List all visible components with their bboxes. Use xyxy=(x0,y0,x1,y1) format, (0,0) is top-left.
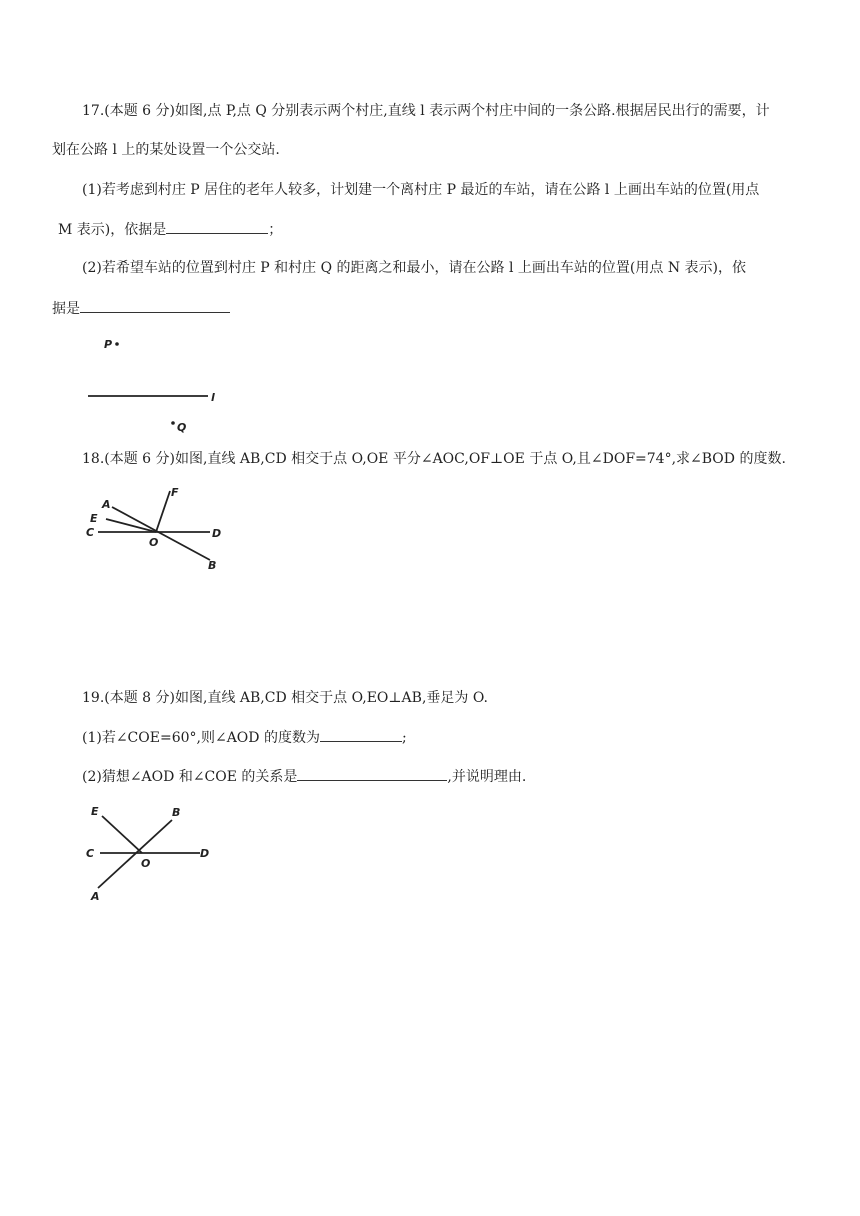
label-e: E xyxy=(90,512,98,525)
point-p xyxy=(115,342,119,346)
q17-part2-line2 xyxy=(52,298,230,319)
label-d: D xyxy=(200,847,210,860)
q19-stem: 19.(本题 8 分)如图,直线 AB,CD 相交于点 O,EO⊥AB,垂足为 O. xyxy=(82,690,488,706)
q19-part1-answer-blank[interactable] xyxy=(320,727,402,742)
q17-part2-answer-blank[interactable] xyxy=(80,298,230,313)
q17-part1-suffix: ； xyxy=(268,222,283,238)
q19-part2-answer-blank[interactable] xyxy=(297,766,447,781)
q17-part1-answer-blank[interactable] xyxy=(166,219,268,234)
label-e: E xyxy=(91,805,99,818)
ray-oe xyxy=(102,816,142,853)
q17-stem-line2: 划在公路 l 上的某处设置一个公交站. xyxy=(52,142,280,158)
label-p: P xyxy=(104,338,113,351)
point-q xyxy=(171,421,175,425)
q18-figure xyxy=(80,480,240,575)
q19-part1 xyxy=(82,727,407,748)
label-a: A xyxy=(91,890,100,903)
label-c: C xyxy=(86,526,95,539)
label-q: Q xyxy=(177,421,187,434)
q17-part2-prefix: 据是 xyxy=(52,301,80,317)
ray-of xyxy=(156,491,170,532)
ray-oe xyxy=(106,519,156,532)
q17-part1-line1: (1)若考虑到村庄 P 居住的老年人较多，计划建一个离村庄 P 最近的车站，请在公路 l 上画出车站的位置(用点 xyxy=(82,182,760,198)
q19-part1-suffix: ; xyxy=(401,730,407,746)
label-c: C xyxy=(86,847,95,860)
label-o: O xyxy=(141,857,151,870)
q19-figure xyxy=(80,798,240,903)
q17-part2-line1: (2)若希望车站的位置到村庄 P 和村庄 Q 的距离之和最小，请在公路 l 上画出车站的位置(用点 N 表示)，依 xyxy=(82,260,746,276)
label-d: D xyxy=(212,527,222,540)
q17-part1-line2 xyxy=(58,219,282,240)
q19-part1-prefix: (1)若∠COE=60°,则∠AOD 的度数为 xyxy=(82,730,320,746)
label-a: A xyxy=(102,498,111,511)
q17-stem-line1: 17.(本题 6 分)如图,点 P,点 Q 分别表示两个村庄,直线 l 表示两个村庄中间的一条公路.根据居民出行的需要，计 xyxy=(82,103,770,119)
label-o: O xyxy=(149,536,159,549)
label-l: l xyxy=(211,391,215,404)
q17-part1-prefix: M 表示)，依据是 xyxy=(58,222,167,238)
label-f: F xyxy=(171,486,179,499)
q19-part2-prefix: (2)猜想∠AOD 和∠COE 的关系是 xyxy=(82,769,298,785)
q18-stem: 18.(本题 6 分)如图,直线 AB,CD 相交于点 O,OE 平分∠AOC,OF⊥OE 于点 O,且∠DOF=74°,求∠BOD 的度数. xyxy=(82,451,786,467)
label-b: B xyxy=(172,806,181,819)
label-b: B xyxy=(208,559,217,572)
line-ab xyxy=(98,820,172,888)
q19-part2 xyxy=(82,766,526,787)
q19-part2-suffix: ,并说明理由. xyxy=(447,769,527,785)
q17-figure xyxy=(80,330,240,440)
